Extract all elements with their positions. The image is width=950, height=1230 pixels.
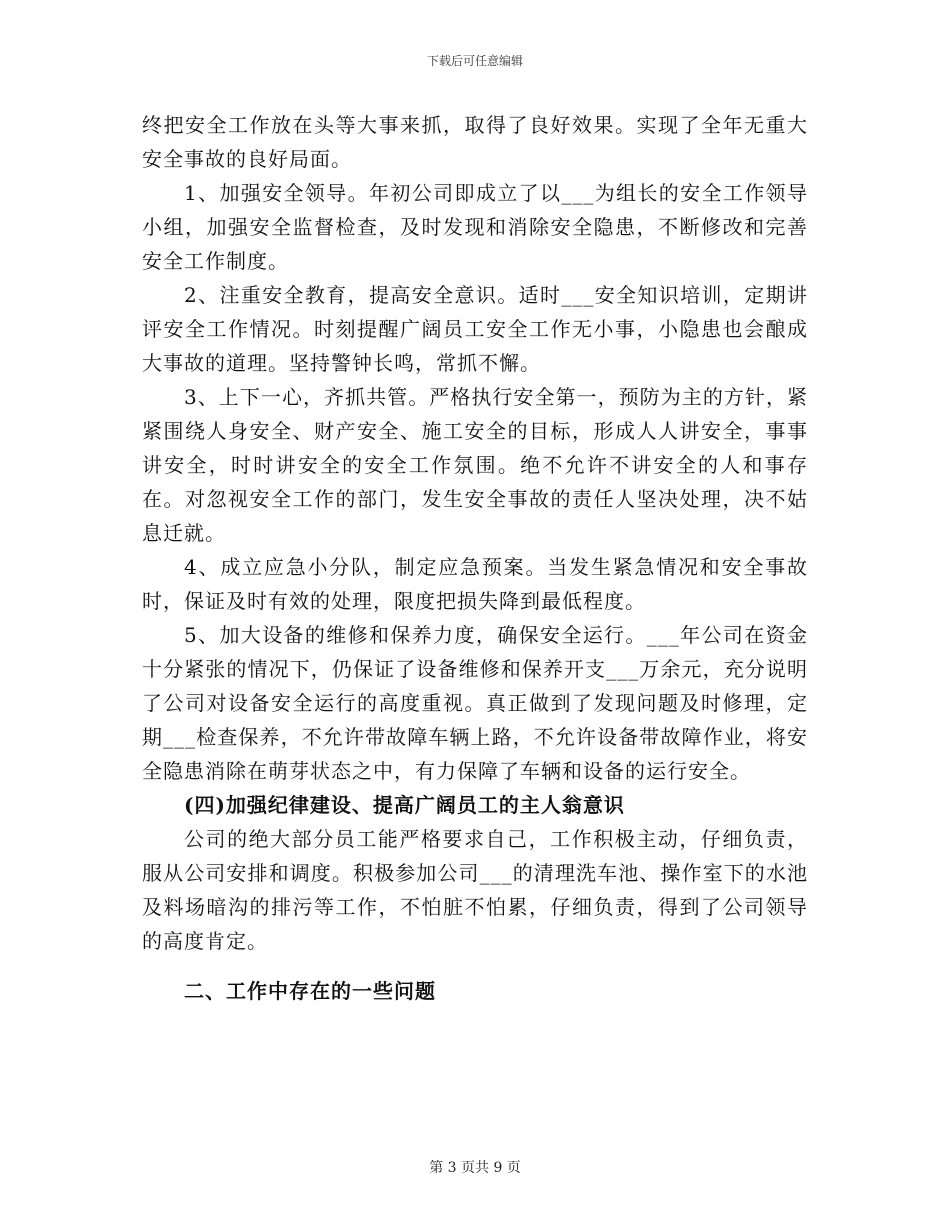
paragraph-discipline: 公司的绝大部分员工能严格要求自己，工作积极主动，仔细负责，服从公司安排和调度。积极参加公司___的清理洗车池、操作室下的水池及料场暗沟的排污等工作，不怕脏不怕累，仔细负责，得到了公司领导的高度肯定。: [142, 827, 808, 953]
paragraph-continued: 终把安全工作放在头等大事来抓，取得了良好效果。实现了全年无重大安全事故的良好局面。: [142, 113, 808, 171]
paragraph-item-2: 2、注重安全教育，提高安全意识。适时___安全知识培训，定期讲评安全工作情况。时刻提醒广阔员工安全工作无小事，小隐患也会酿成大事故的道理。坚持警钟长鸣，常抓不懈。: [142, 283, 808, 375]
subheading-4: (四)加强纪律建设、提高广阔员工的主人翁意识: [184, 793, 625, 817]
paragraph-item-1: 1、加强安全领导。年初公司即成立了以___为组长的安全工作领导小组，加强安全监督检查，及时发现和消除安全隐患，不断修改和完善安全工作制度。: [142, 181, 808, 273]
paragraph-item-4: 4、成立应急小分队，制定应急预案。当发生紧急情况和安全事故时，保证及时有效的处理，限度把损失降到最低程度。: [142, 555, 808, 613]
paragraph-item-3: 3、上下一心，齐抓共管。严格执行安全第一，预防为主的方针，紧紧围绕人身安全、财产安全、施工安全的目标，形成人人讲安全，事事讲安全，时时讲安全的安全工作氛围。绝不允许不讲安全的人和事存在。对忽视安全工作的部门，发生安全事故的责任人坚决处理，决不姑息迁就。: [142, 385, 808, 545]
page-header: 下载后可任意编辑: [426, 54, 523, 68]
page-footer: 第 3 页共 9 页: [429, 1160, 521, 1176]
section-heading: 二、工作中存在的一些问题: [184, 979, 436, 1003]
document-body: [142, 108, 808, 1008]
paragraph-item-5: 5、加大设备的维修和保养力度，确保安全运行。___年公司在资金十分紧张的情况下，仍保证了设备维修和保养开支___万余元，充分说明了公司对设备安全运行的高度重视。真正做到了发现问题及时修理，定期___检查保养，不允许带故障车辆上路，不允许设备带故障作业，将安全隐患消除在萌芽状态之中，有力保障了车辆和设备的运行安全。: [142, 623, 808, 783]
